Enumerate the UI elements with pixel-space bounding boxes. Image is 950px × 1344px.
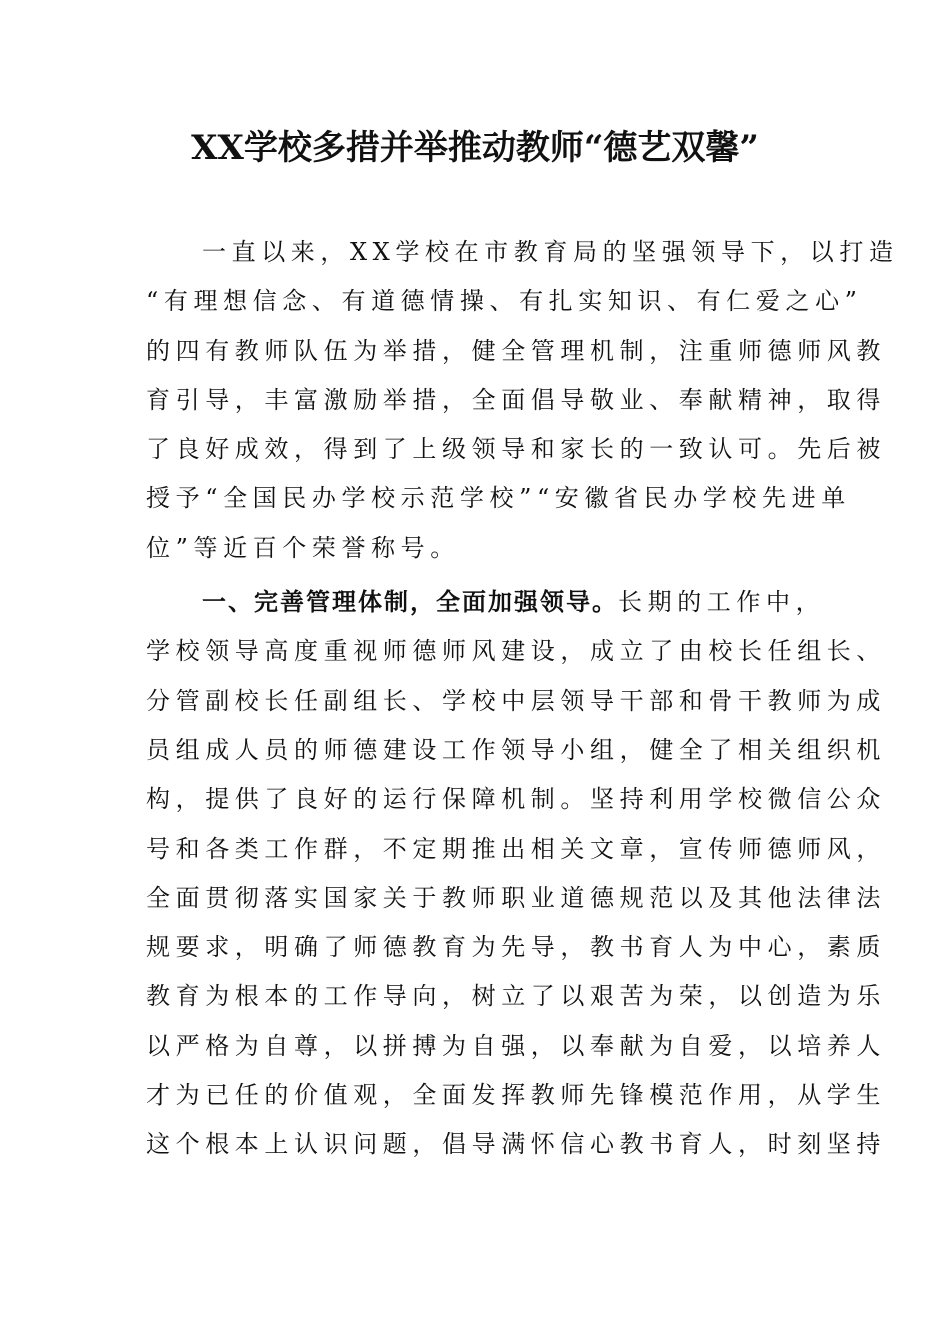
document-body: [146, 228, 899, 1170]
section-1-line: 才为已任的价值观，全面发挥教师先锋模范作用，从学生: [146, 1081, 886, 1110]
section-1-line: 构，提供了良好的运行保障机制。坚持利用学校微信公众: [146, 785, 886, 814]
section-1-first-line: 一、完善管理体制，全面加强领导。长期的工作中，: [202, 588, 826, 617]
intro-line: 育引导，丰富激励举措，全面倡导敬业、奉献精神，取得: [146, 385, 886, 414]
section-1-line: 以严格为自尊，以拼搏为自强，以奉献为自爱，以培养人: [146, 1031, 886, 1060]
document-title: XX学校多措并举推动教师“德艺双馨”: [191, 128, 759, 168]
section-1-line: 学校领导高度重视师德师风建设，成立了由校长任组长、: [146, 637, 886, 666]
section-1-line: 教育为根本的工作导向，树立了以艰苦为荣，以创造为乐: [146, 982, 886, 1011]
section-1-line: 号和各类工作群，不定期推出相关文章，宣传师德师风，: [146, 834, 886, 863]
section-1-heading: 一、完善管理体制，全面加强领导。: [202, 588, 618, 617]
intro-line: 一直以来，XX学校在市教育局的坚强领导下，以打造: [202, 238, 899, 266]
intro-line: 授予“全国民办学校示范学校”“安徽省民办学校先进单: [146, 484, 851, 513]
section-1-line: 分管副校长任副组长、学校中层领导干部和骨干教师为成: [146, 686, 886, 715]
section-1-line: 员组成人员的师德建设工作领导小组，健全了相关组织机: [146, 735, 886, 764]
section-1-line: 规要求，明确了师德教育为先导，教书育人为中心，素质: [146, 933, 886, 962]
intro-line: 了良好成效，得到了上级领导和家长的一致认可。先后被: [146, 435, 886, 464]
intro-line: 的四有教师队伍为举措，健全管理机制，注重师德师风教: [146, 336, 886, 365]
section-1-line: 全面贯彻落实国家关于教师职业道德规范以及其他法律法: [146, 883, 886, 912]
section-1-line: 这个根本上认识问题，倡导满怀信心教书育人，时刻坚持: [146, 1130, 886, 1159]
intro-line: 位”等近百个荣誉称号。: [146, 533, 460, 562]
intro-line: “有理想信念、有道德情操、有扎实知识、有仁爱之心”: [146, 287, 863, 316]
